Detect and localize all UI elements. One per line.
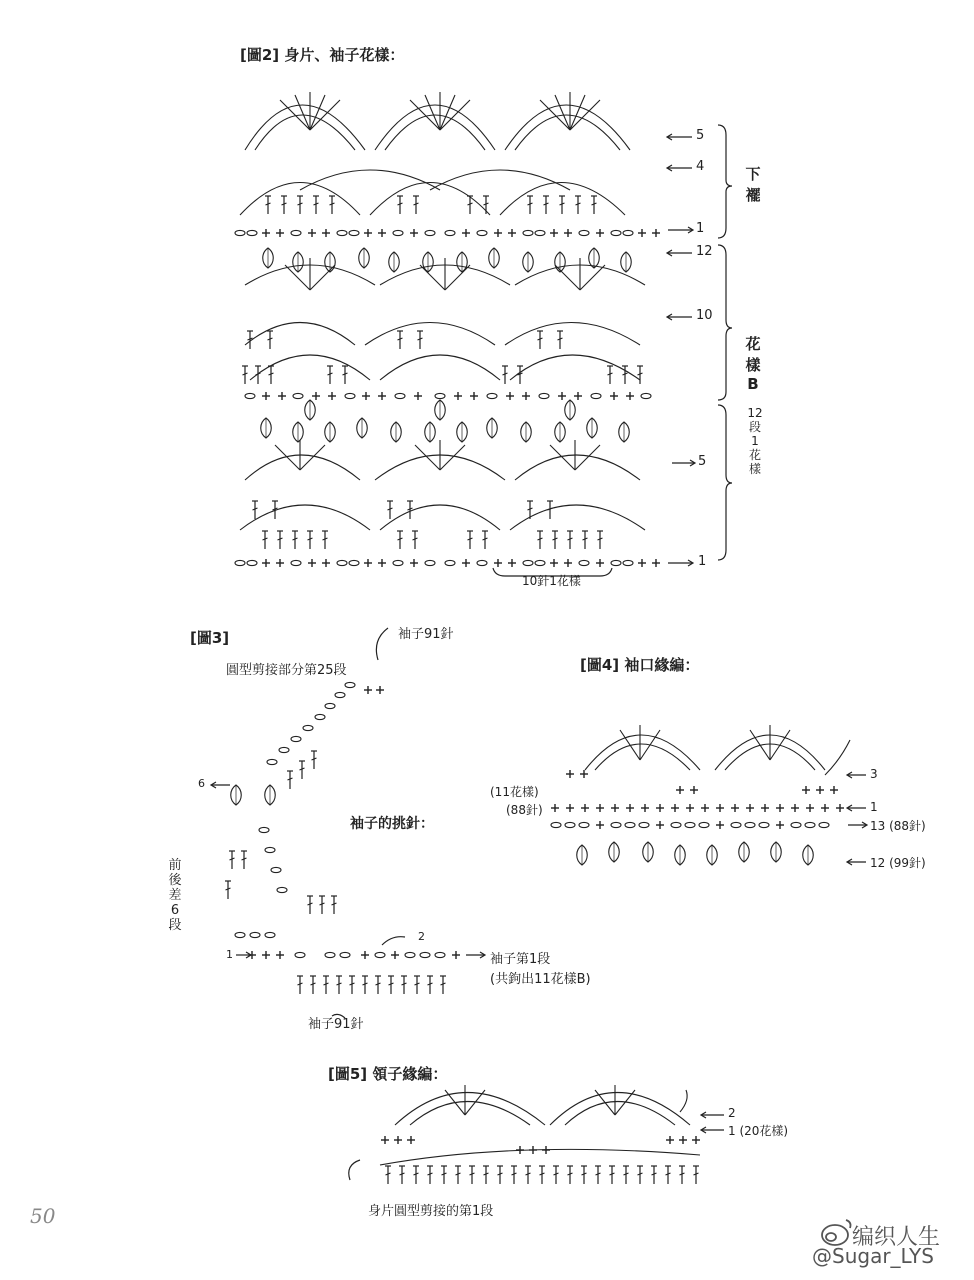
fig2-section-hem: 下襬	[745, 165, 761, 204]
fig2-chart	[235, 92, 732, 576]
fig4-row-12: 12 (99針)	[870, 856, 926, 870]
fig5-note: 身片圓型剪接的第1段	[368, 1204, 494, 1219]
fig2-row-mark-1-top: 1	[696, 221, 705, 236]
fig2-section-pattern: 花樣B	[745, 335, 761, 393]
fig4-row-1: 1	[870, 800, 878, 814]
fig4-title: [圖4] 袖口緣編：	[580, 656, 700, 674]
fig5-row-2: 2	[728, 1106, 736, 1120]
fig3-sleeve-total: (共鉤出11花樣B)	[490, 972, 591, 987]
fig5-title: [圖5] 領子緣編：	[328, 1065, 448, 1083]
fig4-row-13: 13 (88針)	[870, 819, 926, 833]
fig2-row-mark-1-bottom: 1	[698, 554, 707, 569]
fig5-chart	[349, 1085, 724, 1184]
fig2-row-mark-5-bottom: 5	[698, 454, 707, 469]
fig3-title: [圖3]	[190, 629, 230, 647]
fig3-sleeve-row1: 袖子第1段	[490, 952, 551, 967]
fig2-row-mark-12: 12	[696, 244, 713, 259]
fig3-raglan-row: 圓型剪接部分第25段	[226, 663, 347, 678]
fig3-row-1: 1	[226, 948, 233, 961]
fig3-sleeve-bottom: 袖子91針	[308, 1017, 364, 1032]
fig3-pickup-label: 袖子的挑針：	[350, 816, 434, 832]
weibo-logo-icon	[822, 1220, 851, 1245]
fig4-stitches: (88針)	[506, 803, 543, 817]
fig3-sleeve-top: 袖子91針	[398, 627, 454, 642]
fig3-row-2: 2	[418, 930, 425, 943]
fig2-repeat-note: 10針1花樣	[522, 574, 581, 588]
watermark-title: 编织人生	[852, 1225, 941, 1250]
watermark-handle: @Sugar_LYS	[812, 1244, 934, 1268]
page-number: 50	[30, 1204, 56, 1228]
fig3-offset-note: 前後差6段	[168, 858, 182, 933]
fig2-title: [圖2] 身片、袖子花樣：	[240, 46, 405, 64]
fig4-repeats: (11花樣)	[490, 785, 539, 799]
fig2-row-mark-5-top: 5	[696, 128, 705, 143]
fig3-row-6: 6	[198, 777, 205, 790]
fig2-pattern-note: 12段1花樣	[747, 406, 763, 476]
fig4-row-3: 3	[870, 767, 878, 781]
fig2-row-mark-10: 10	[696, 308, 713, 323]
fig3-chart	[225, 682, 460, 994]
fig5-row-1: 1 (20花樣)	[728, 1124, 789, 1138]
fig4-chart	[551, 725, 867, 865]
fig2-row-mark-4: 4	[696, 159, 705, 174]
